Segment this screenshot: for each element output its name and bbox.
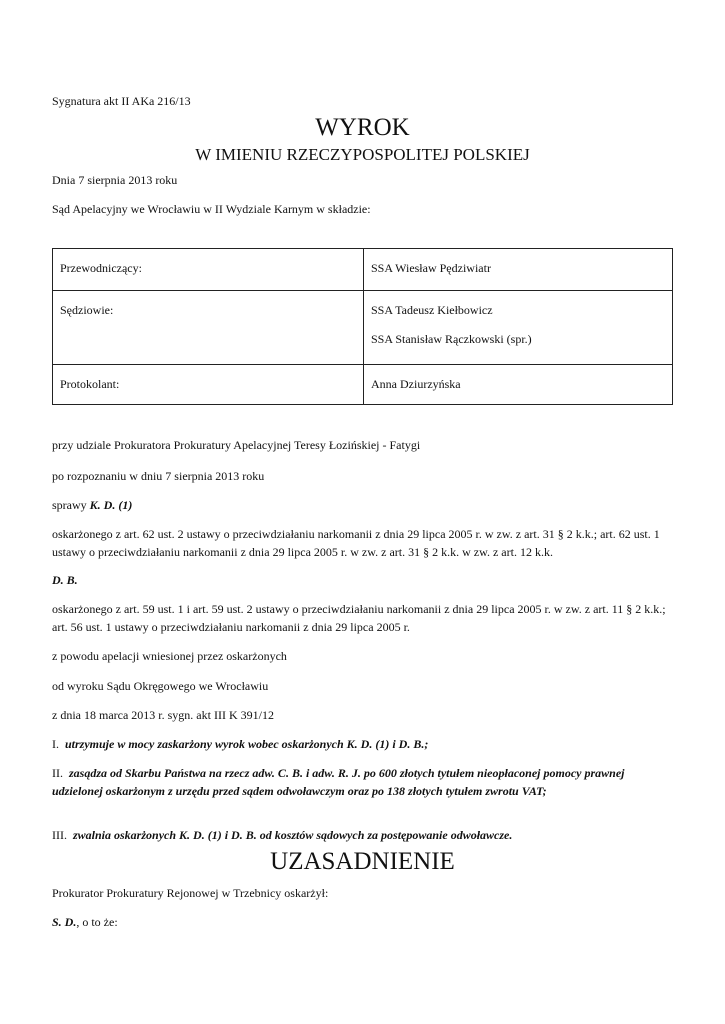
hearing-line: po rozpoznaniu w dniu 7 sierpnia 2013 roku [52, 469, 265, 483]
accused-name: S. D. [52, 915, 77, 929]
accused-line [52, 913, 673, 931]
judges-cell [364, 291, 673, 365]
judge-1: SSA Tadeusz Kiełbowicz [371, 303, 493, 317]
lower-court-line: od wyroku Sądu Okręgowego we Wrocławiu [52, 679, 269, 693]
ruling-2 [52, 764, 673, 800]
ruling-3 [52, 826, 673, 844]
panel-table [52, 248, 673, 405]
defendant-1-name: K. D. (1) [89, 498, 133, 512]
case-signature: Sygnatura akt II AKa 216/13 [52, 94, 191, 108]
defendant-2-name: D. B. [52, 573, 78, 587]
court-composition-intro: Sąd Apelacyjny we Wrocławiu w II Wydziale Karnym w składzie: [52, 202, 371, 216]
table-row [53, 291, 673, 365]
judgment-title: WYROK [315, 114, 410, 141]
lower-judgment-date: z dnia 18 marca 2013 r. sygn. akt III K 391/12 [52, 708, 274, 722]
appeal-line: z powodu apelacji wniesionej przez oskarżonych [52, 649, 287, 663]
clerk-label: Protokolant: [53, 365, 364, 405]
ruling-3-text: zwalnia oskarżonych K. D. (1) i D. B. od kosztów sądowych za postępowanie odwoławcze. [73, 828, 513, 842]
judgment-date: Dnia 7 sierpnia 2013 roku [52, 173, 178, 187]
judge-2: SSA Stanisław Rączkowski (spr.) [371, 332, 532, 346]
ruling-1 [52, 735, 673, 753]
prosecutor-line: przy udziale Prokuratora Prokuratury Apelacyjnej Teresy Łozińskiej - Fatygi [52, 438, 421, 452]
charge-2: oskarżonego z art. 59 ust. 1 i art. 59 ust. 2 ustawy o przeciwdziałaniu narkomanii z dnia 29 lipca 2005 r. w zw. z art. 11 § 2 k.k.; art. 56 ust. 1 ustawy o przeciwdziałaniu narkomanii z dnia 29 lipca 2005 r. [52, 602, 666, 634]
ruling-1-text: utrzymuje w mocy zaskarżony wyrok wobec oskarżonych K. D. (1) i D. B.; [65, 737, 429, 751]
judges-label: Sędziowie: [53, 291, 364, 365]
ruling-3-number: III. [52, 828, 67, 842]
charge-1: oskarżonego z art. 62 ust. 2 ustawy o przeciwdziałaniu narkomanii z dnia 29 lipca 2005 r. w zw. z art. 31 § 2 k.k.; art. 62 ust. 1 ustawy o przeciwdziałaniu narkomanii z dnia 29 lipca 2005 r. w zw. z art. 31 § 2 k.k. w zw. z art. 12 k.k. [52, 527, 660, 559]
judgment-subtitle: W IMIENIU RZECZYPOSPOLITEJ POLSKIEJ [195, 145, 530, 164]
chair-value: SSA Wiesław Pędziwiatr [364, 249, 673, 291]
ruling-2-number: II. [52, 766, 63, 780]
justification-intro: Prokurator Prokuratury Rejonowej w Trzebnicy oskarżył: [52, 886, 329, 900]
ruling-1-number: I. [52, 737, 59, 751]
case-prefix: sprawy [52, 498, 90, 512]
justification-title: UZASADNIENIE [270, 848, 455, 875]
table-row [53, 249, 673, 291]
accused-suffix: , o to że: [76, 915, 118, 929]
table-row [53, 365, 673, 405]
case-line [52, 496, 673, 514]
chair-label: Przewodniczący: [53, 249, 364, 291]
clerk-value: Anna Dziurzyńska [364, 365, 673, 405]
ruling-2-text: zasądza od Skarbu Państwa na rzecz adw. C. B. i adw. R. J. po 600 złotych tytułem nieopłaconej pomocy prawnej udzielonej oskarżonym z urzędu przed sądem odwoławczym oraz po 138 złotych tytułem zwrotu VAT; [52, 766, 625, 798]
